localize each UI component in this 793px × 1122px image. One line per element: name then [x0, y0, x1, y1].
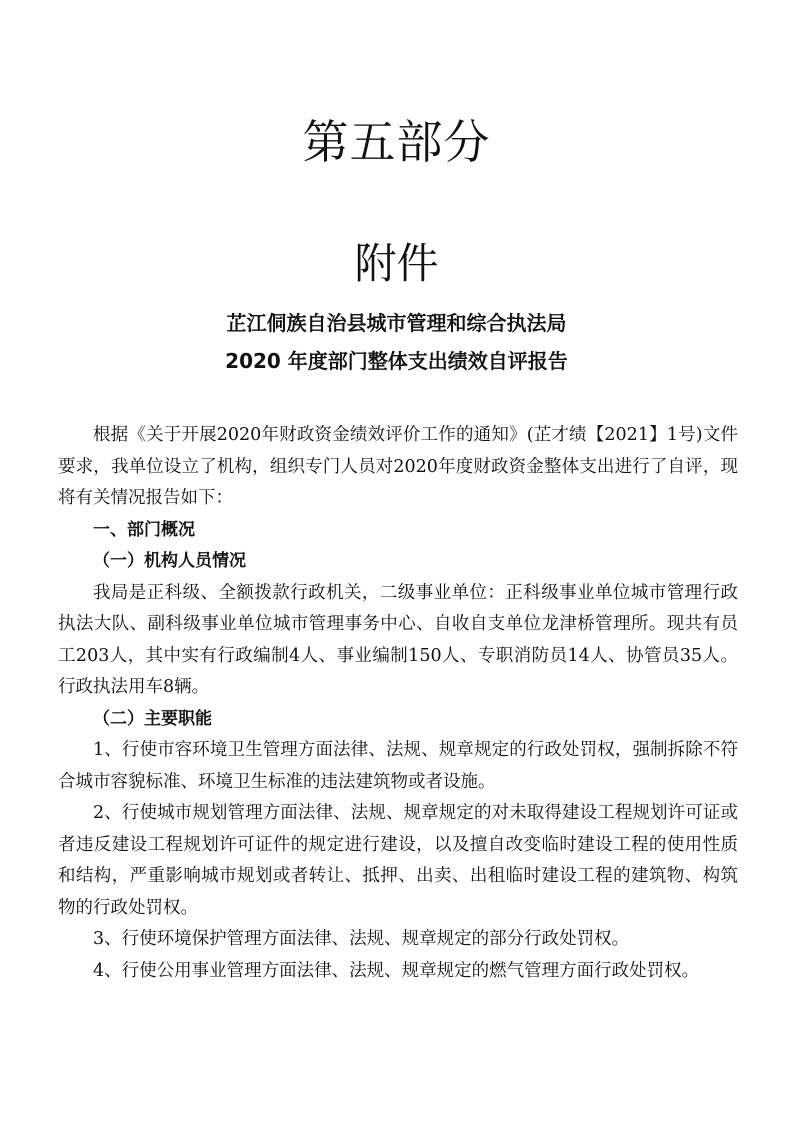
duty-item-2: 2、行使城市规划管理方面法律、法规、规章规定的对未取得建设工程规划许可证或者违反建设工程规划许可证件的规定进行建设，以及擅自改变临时建设工程的使用性质和结构，严重影响城市规划或者转让、抵押、出卖、出租临时建设工程的建筑物、构筑物的行政处罚权。: [58, 803, 738, 918]
annex-title: 附件: [354, 239, 439, 288]
part-title: 第五部分: [302, 115, 491, 169]
report-body: [58, 420, 738, 987]
report-title-line2: 2020 年度部门整体支出绩效自评报告: [225, 349, 568, 373]
report-title-line1: 芷江侗族自治县城市管理和综合执法局: [226, 311, 567, 335]
duty-item-1: 1、行使市容环境卫生管理方面法律、法规、规章规定的行政处罚权，强制拆除不符合城市容貌标准、环境卫生标准的违法建筑物或者设施。: [58, 740, 738, 792]
subsection-heading-staff: （一）机构人员情况: [93, 551, 246, 571]
staff-paragraph: 我局是正科级、全额拨款行政机关，二级事业单位：正科级事业单位城市管理行政执法大队、副科级事业单位城市管理事务中心、自收自支单位龙津桥管理所。现共有员工203人，其中实有行政编制4人、事业编制150人、专职消防员14人、协管员35人。行政执法用车8辆。: [58, 582, 738, 697]
intro-paragraph: 根据《关于开展2020年财政资金绩效评价工作的通知》(芷才绩【2021】1号)文件要求，我单位设立了机构，组织专门人员对2020年度财政资金整体支出进行了自评，现将有关情况报告如下：: [58, 425, 738, 508]
section-heading-overview: 一、部门概况: [93, 519, 195, 540]
duty-item-4: 4、行使公用事业管理方面法律、法规、规章规定的燃气管理方面行政处罚权。: [93, 960, 700, 981]
duty-item-3: 3、行使环境保护管理方面法律、法规、规章规定的部分行政处罚权。: [93, 929, 630, 949]
subsection-heading-duties: （二）主要职能: [93, 708, 212, 729]
